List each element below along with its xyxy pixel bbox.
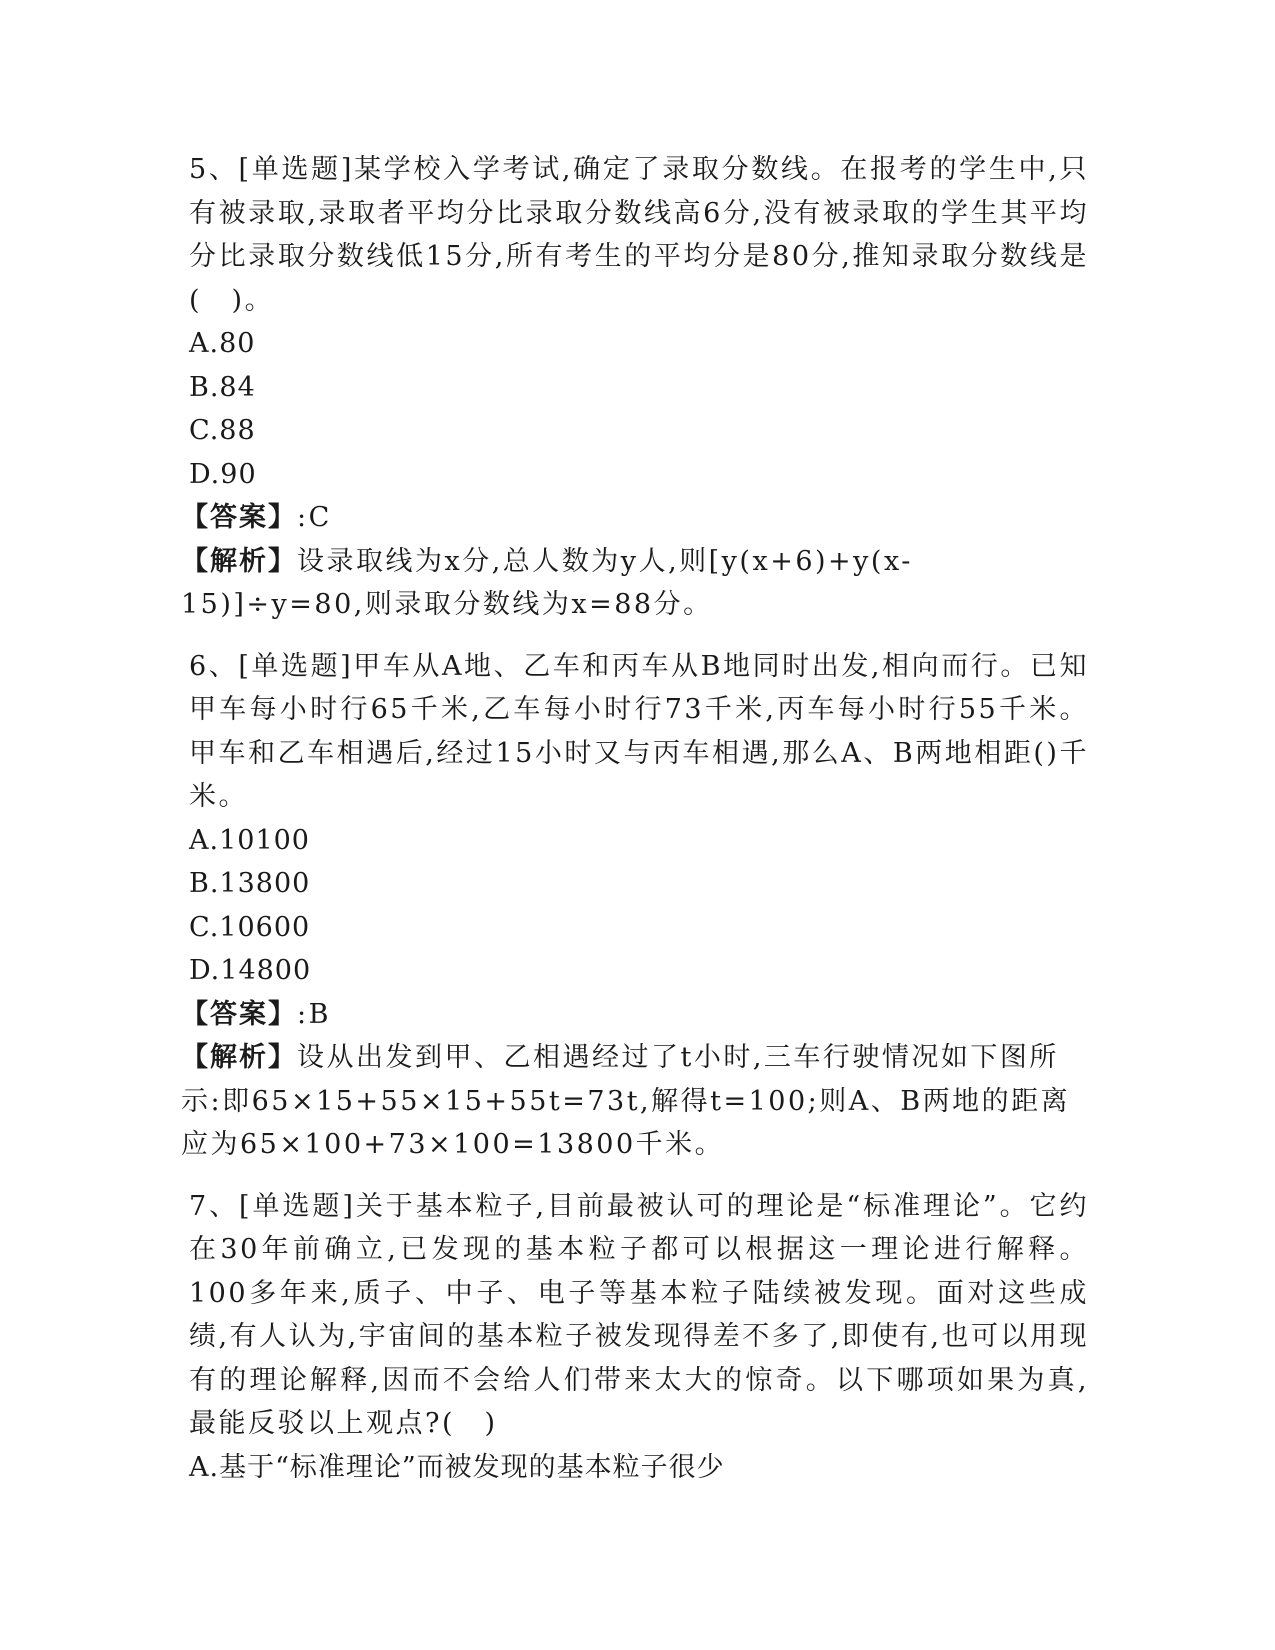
option-d: D.90 xyxy=(189,458,257,490)
question-6 xyxy=(181,645,1089,1167)
answer-line xyxy=(181,993,1089,1037)
question-stem: 7、[单选题]关于基本粒子,目前最被认可的理论是“标准理论”。它约在30年前确立,已发现的基本粒子都可以根据这一理论进行解释。100多年来,质子、中子、电子等基本粒子陆续被发现。面对这些成绩,有人认为,宇宙间的基本粒子被发现得差不多了,即使有,也可以用现有的理论解释,因而不会给人们带来太大的惊奇。以下哪项如果为真,最能反驳以上观点?( ) xyxy=(189,1190,1089,1439)
answer-line xyxy=(181,496,1089,540)
document-page xyxy=(181,148,1089,1489)
answer-value: :B xyxy=(297,998,331,1030)
analysis-tag: 【解析】 xyxy=(181,1042,297,1073)
analysis-tag: 【解析】 xyxy=(181,545,297,577)
option-d: D.14800 xyxy=(189,955,312,986)
question-7 xyxy=(189,1185,1089,1490)
answer-tag: 【答案】 xyxy=(181,502,297,533)
analysis-line xyxy=(181,540,1089,627)
question-stem: 6、[单选题]甲车从A地、乙车和丙车从B地同时出发,相向而行。已知甲车每小时行65千米,乙车每小时行73千米,丙车每小时行55千米。甲车和乙车相遇后,经过15小时又与丙车相遇,那么A、B两地相距()千米。 xyxy=(189,650,1089,812)
spacer xyxy=(189,1167,1089,1185)
question-stem: 5、[单选题]某学校入学考试,确定了录取分数线。在报考的学生中,只有被录取,录取者平均分比录取分数线高6分,没有被录取的学生其平均分比录取分数线低15分,所有考生的平均分是80分,推知录取分数线是( )。 xyxy=(189,154,1089,316)
option-b: B.13800 xyxy=(189,868,311,899)
analysis-text: 设从出发到甲、乙相遇经过了t小时,三车行驶情况如下图所示:即65×15+55×15+55t=73t,解得t=100;则A、B两地的距离应为65×100+73×100=13800千米。 xyxy=(181,1042,1071,1160)
option-b: B.84 xyxy=(189,371,256,403)
analysis-line xyxy=(181,1036,1089,1167)
option-a: A.80 xyxy=(189,328,256,359)
answer-value: :C xyxy=(297,502,332,533)
option-c: C.88 xyxy=(189,415,256,446)
spacer xyxy=(189,627,1089,645)
option-a: A.基于“标准理论”而被发现的基本粒子很少 xyxy=(189,1451,725,1483)
option-c: C.10600 xyxy=(189,911,311,943)
answer-tag: 【答案】 xyxy=(181,998,297,1030)
question-5 xyxy=(181,148,1089,627)
option-a: A.10100 xyxy=(189,824,310,856)
analysis-text: 设录取线为x分,总人数为y人,则[y(x+6)+y(x-15)]÷y=80,则录取分数线为x=88分。 xyxy=(181,545,913,620)
